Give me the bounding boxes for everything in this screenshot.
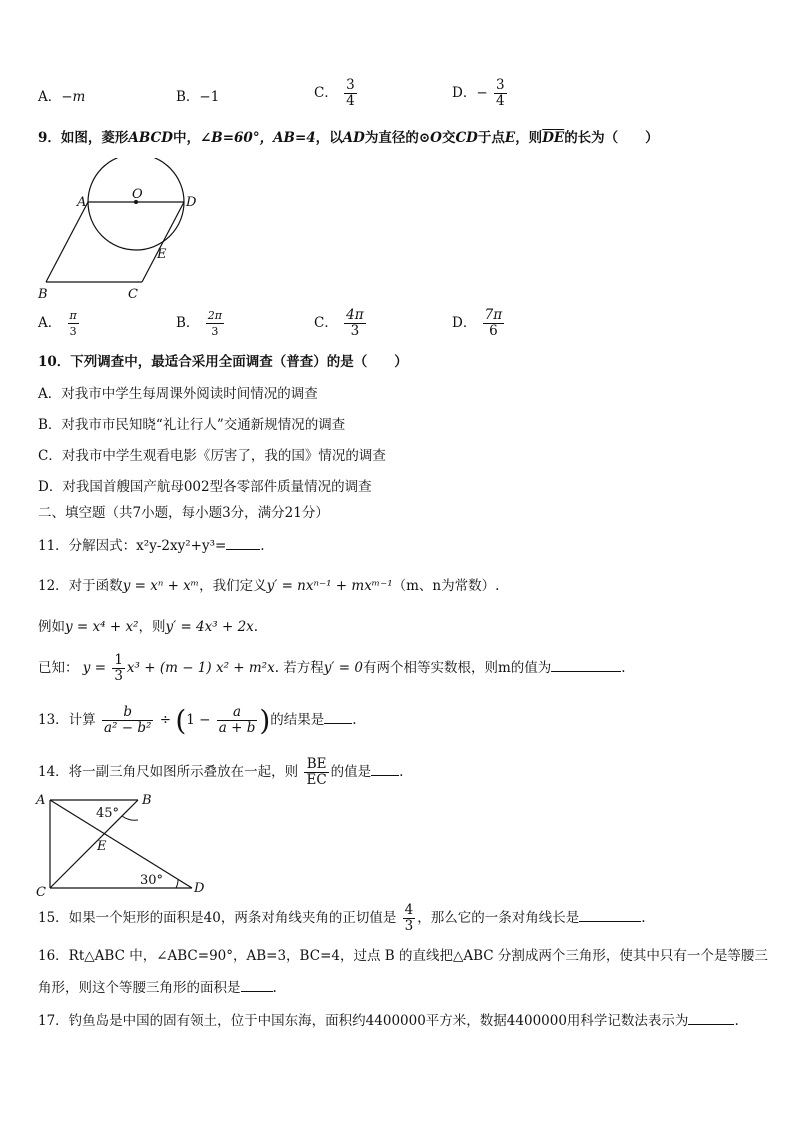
q8-option-b: B．−1 [176, 89, 220, 105]
label-d: D [186, 195, 197, 210]
angle-30: 30° [140, 873, 164, 888]
q9-option-c: C． $\frac{4\pi}{3}$ [314, 307, 364, 339]
q9-stem: 9．如图，菱形ABCD中，∠B=60°，AB=4，以AD为直径的⊙O交CD于点E，则$\overline{DE}$的长为（ ） [38, 130, 659, 146]
q12-line2: 例如y = x⁴ + x²，则y′ = 4x³ + 2x. [38, 619, 259, 635]
label-o: O [132, 187, 143, 202]
label-c: C [36, 885, 46, 898]
q16-line1: 16．Rt△ABC 中，∠ABC=90°，AB=3，BC=4，过点 B 的直线把△ABC 分割成两个三角形，使其中只有一个是等腰三 [38, 948, 768, 964]
q10-option-a: A．对我市中学生每周课外阅读时间情况的调查 [38, 386, 318, 402]
q17: 17．钓鱼岛是中国的固有领土，位于中国东海，面积约4400000平方米，数据4400000用科学记数法表示为 . [38, 1010, 739, 1031]
label-a: A [77, 195, 87, 210]
q14-triangle-figure [30, 790, 216, 898]
q9-option-a: A． $\frac{\pi}{3}$ [38, 309, 77, 338]
label-b: B [38, 287, 48, 302]
q9-option-d: D． $\frac{7\pi}{6}$ [452, 307, 503, 339]
q15: 15．如果一个矩形的面积是40，两条对角线夹角的正切值是 $\frac{4}{3}$ ，那么它的一条对角线长是 . [38, 902, 646, 934]
q9-option-b: B． $\frac{2\pi}{3}$ [176, 309, 222, 338]
q10-option-d: D．对我国首艘国产航母002型各零部件质量情况的调查 [38, 479, 372, 495]
q8-option-d: D．− $\frac{3}{4}$ [452, 77, 505, 109]
q11: 11．分解因式：x²y-2xy²+y³= . [38, 535, 265, 556]
q14: 14．将一副三角尺如图所示叠放在一起，则 $\frac{BE}{EC}$ 的值是 . [38, 756, 404, 788]
q10-option-b: B．对我市市民知晓“礼让行人”交通新规情况的调查 [38, 417, 346, 433]
angle-45: 45° [96, 806, 120, 821]
q12-line3: 已知： y = $\frac{1}{3}$ x³ + (m − 1) x² + m²x. 若方程y′ = 0有两个相等实数根，则m的值为 . [38, 652, 626, 684]
label-b: B [142, 793, 152, 808]
label-a: A [36, 793, 46, 808]
q13: 13．计算 $\frac{b}{\text{a² − b²}}$ ÷ (1 − $\frac{a}{a + b}$ )的结果是 . [38, 703, 357, 737]
section-heading: 二、填空题（共7小题，每小题3分，满分21分） [38, 505, 329, 521]
q10-option-c: C．对我市中学生观看电影《厉害了，我的国》情况的调查 [38, 448, 386, 464]
q9-rhombus-figure [30, 158, 210, 306]
label-e: E [97, 839, 107, 854]
q8-option-c: C． $\frac{3}{4}$ [314, 77, 355, 109]
label-e: E [157, 247, 167, 262]
q8-option-a: A．−m [38, 89, 86, 105]
q10-stem: 10．下列调查中，最适合采用全面调查（普查）的是（ ） [38, 354, 408, 370]
q12-line1: 12．对于函数y = xⁿ + xᵐ，我们定义y′ = nxⁿ⁻¹ + mxᵐ⁻¹（m、n为常数）. [38, 578, 500, 594]
label-d: D [194, 881, 205, 896]
label-c: C [128, 287, 138, 302]
q16-line2: 角形，则这个等腰三角形的面积是 . [38, 977, 277, 998]
